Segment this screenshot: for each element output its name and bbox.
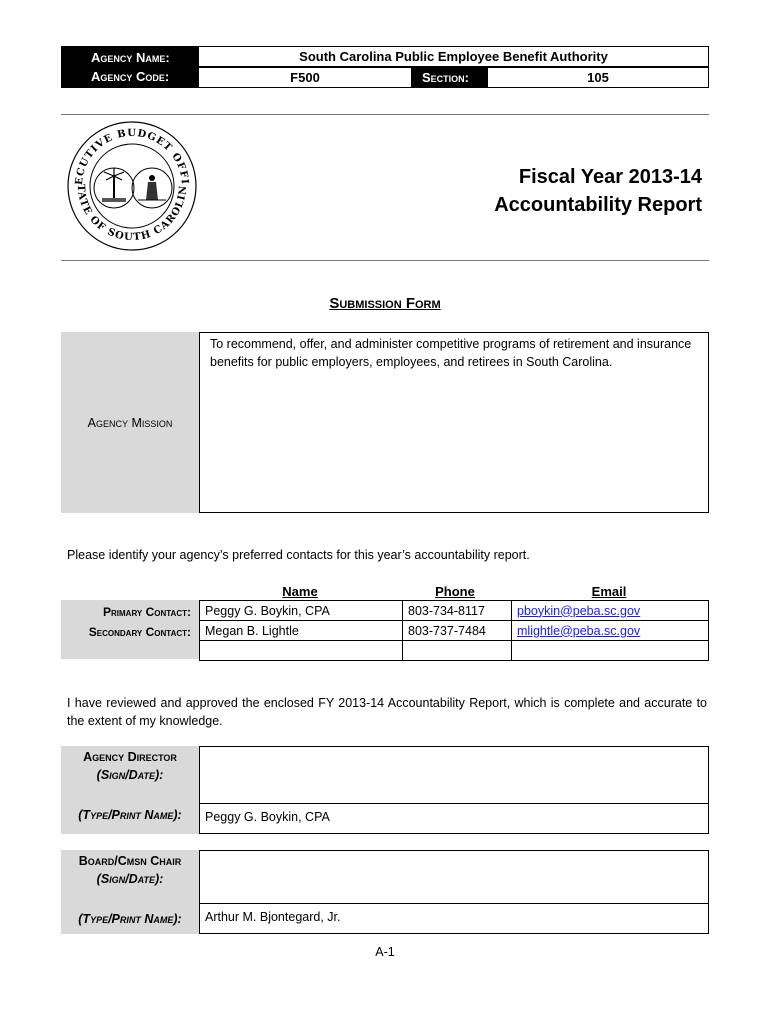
contact-name-cell[interactable]: Megan B. Lightle	[200, 621, 403, 641]
table-row	[200, 641, 709, 661]
chair-sign-label: (Sign/Date):	[96, 872, 164, 886]
mission-label: Agency Mission	[87, 415, 173, 430]
report-title-line2: Accountability Report	[494, 194, 702, 216]
chair-label-cell	[61, 850, 199, 934]
agency-label-panel	[61, 46, 198, 88]
chair-title: Board/Cmsn Chair	[78, 854, 182, 868]
director-sign-label: (Sign/Date):	[96, 768, 164, 782]
seal-top-text: ECUTIVE BUDGET OFFI	[73, 128, 191, 186]
top-rule	[61, 114, 709, 115]
contact-phone-cell[interactable]	[403, 641, 512, 661]
col-head-name: Name	[282, 584, 318, 599]
bottom-rule	[61, 260, 709, 261]
chair-name-field[interactable]	[199, 903, 709, 934]
contacts-intro: Please identify your agency’s preferred contacts for this year’s accountability report.	[67, 548, 530, 562]
director-signature-field[interactable]	[199, 746, 709, 804]
chair-print-label: (Type/Print Name):	[78, 912, 182, 926]
secondary-email-link[interactable]: mlightle@peba.sc.gov	[517, 623, 641, 638]
page-number: A-1	[375, 945, 395, 959]
director-label-cell	[61, 746, 199, 834]
director-print-label: (Type/Print Name):	[78, 808, 182, 822]
agency-code-value: F500	[198, 67, 412, 88]
contact-email-cell[interactable]	[512, 621, 709, 641]
mission-text-box[interactable]	[199, 332, 709, 513]
chair-name: Arthur M. Bjontegard, Jr.	[205, 910, 341, 924]
svg-text:EXECUTIVE BUDGET OFFICE	[64, 118, 190, 186]
agency-name-label: Agency Name:	[91, 50, 170, 65]
contact-email-cell[interactable]	[512, 641, 709, 661]
contact-phone-cell[interactable]: 803-737-7484	[403, 621, 512, 641]
mission-label-cell	[61, 332, 199, 513]
submission-form-title: Submission Form	[329, 295, 441, 312]
chair-signature-field[interactable]	[199, 850, 709, 904]
contact-email-cell[interactable]	[512, 601, 709, 621]
seal-bottom-text: TATE OF SOUTH CAROLIN	[74, 184, 190, 244]
primary-email-link[interactable]: pboykin@peba.sc.gov	[517, 603, 641, 618]
approval-statement: I have reviewed and approved the enclosed FY 2013-14 Accountability Report, which is complete and accurate to the extent of my knowledge.	[67, 696, 707, 728]
report-title	[380, 163, 702, 219]
primary-contact-label: Primary Contact:	[103, 605, 191, 619]
agency-code-label: Agency Code:	[91, 69, 170, 84]
contact-phone-cell[interactable]: 803-734-8117	[403, 601, 512, 621]
secondary-contact-label: Secondary Contact:	[88, 625, 191, 639]
section-value: 105	[487, 67, 709, 88]
executive-budget-office-seal	[64, 118, 200, 254]
table-row	[200, 601, 709, 621]
report-title-line1: Fiscal Year 2013-14	[518, 166, 702, 188]
contact-name-cell[interactable]: Peggy G. Boykin, CPA	[200, 601, 403, 621]
col-head-phone: Phone	[435, 584, 475, 599]
director-name: Peggy G. Boykin, CPA	[205, 810, 330, 824]
col-head-email: Email	[591, 584, 627, 599]
table-row	[200, 621, 709, 641]
contacts-table	[199, 600, 709, 661]
director-title: Agency Director	[83, 750, 177, 764]
contact-labels-cell	[61, 600, 199, 659]
agency-name-value: South Carolina Public Employee Benefit Authority	[198, 46, 709, 67]
mission-text: To recommend, offer, and administer competitive programs of retirement and insurance benefits for public employers, employees, and retirees in South Carolina.	[210, 337, 692, 369]
director-name-field[interactable]	[199, 803, 709, 834]
contact-name-cell[interactable]	[200, 641, 403, 661]
section-label: Section:	[412, 67, 487, 88]
